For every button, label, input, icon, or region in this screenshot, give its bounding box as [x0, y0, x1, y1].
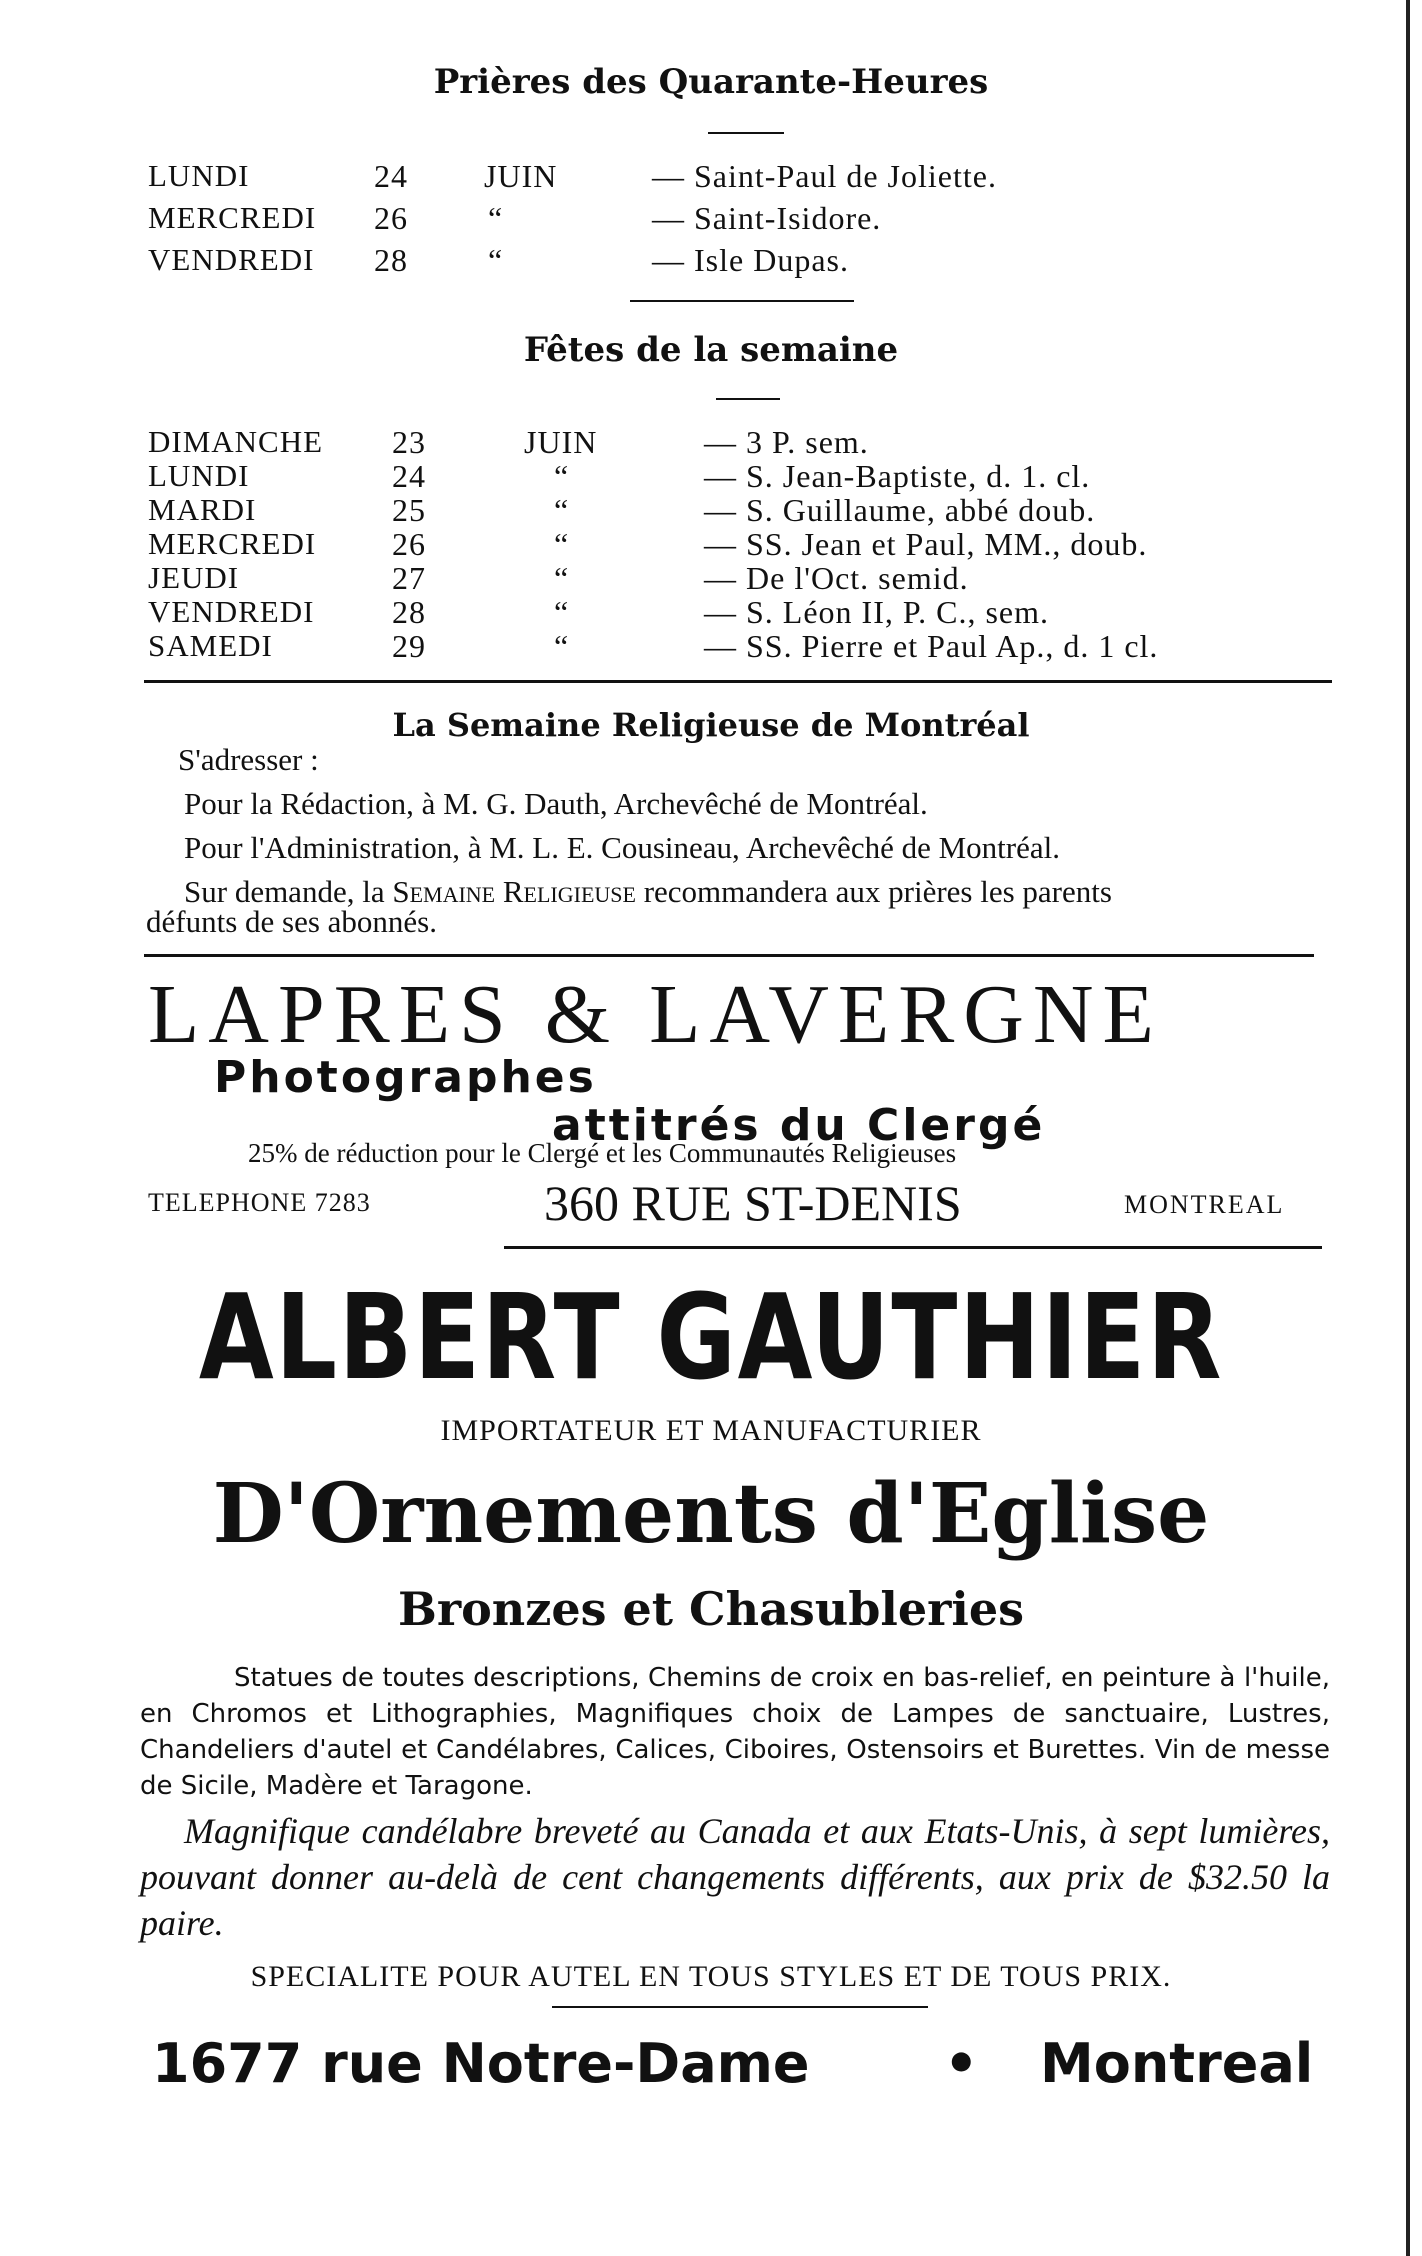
section-divider [144, 680, 1332, 683]
day: JEUDI [148, 560, 240, 595]
section-divider [504, 1246, 1322, 1249]
divider [708, 132, 784, 134]
day: VENDREDI [148, 594, 315, 629]
day: SAMEDI [148, 628, 273, 663]
gauthier-address-city: Montreal [1040, 2032, 1314, 2095]
month: “ [488, 242, 504, 278]
lapres-attitres: attitrés du Clergé [552, 1100, 1046, 1151]
lapres-telephone: TELEPHONE 7283 [148, 1188, 371, 1217]
date: 26 [374, 200, 408, 236]
lapres-street: 360 RUE ST-DENIS [544, 1175, 962, 1231]
day: MARDI [148, 492, 257, 527]
divider [630, 300, 854, 302]
month: “ [554, 526, 570, 562]
month: “ [554, 560, 570, 596]
month: JUIN [524, 424, 598, 460]
month: JUIN [484, 158, 558, 194]
day: DIMANCHE [148, 424, 324, 459]
divider [716, 398, 780, 400]
place: — Isle Dupas. [652, 242, 849, 278]
gauthier-candelabre: Magnifique candélabre breveté au Canada et aux Etats-Unis, à sept lumières, pouvant donner au-delà de cent changements différents, aux prix de $32.50 la paire. [140, 1811, 1330, 1943]
redaction-line: Pour la Rédaction, à M. G. Dauth, Archevêché de Montréal. [184, 786, 928, 821]
month: “ [554, 594, 570, 630]
quarante-heures-title: Prières des Quarante-Heures [433, 62, 989, 102]
lapres-photographes: Photographes [214, 1052, 597, 1103]
lapres-name: LAPRES & LAVERGNE [148, 968, 1163, 1061]
day: MERCREDI [148, 200, 317, 235]
gauthier-specialite: SPECIALITE POUR AUTEL EN TOUS STYLES ET DE TOUS PRIX. [250, 1960, 1172, 1993]
gauthier-name: ALBERT GAUTHIER [198, 1268, 1224, 1406]
day: MERCREDI [148, 526, 317, 561]
demand-text: Sur demande, la [184, 874, 385, 909]
publication-name: Semaine Religieuse [392, 874, 636, 909]
month: “ [554, 492, 570, 528]
gauthier-description: Statues de toutes descriptions, Chemins de croix en bas-relief, en peinture à l'huile, en Chromos et Lithographies, Magnifiques choix de Lampes de sanctuaire, Lustres, Chandeliers d'autel et Candélabres, Calices, Ciboires, Ostensoirs et Burettes. Vin de messe de Sicile, Madère et Taragone. [140, 1663, 1330, 1801]
semaine-religieuse-title: La Semaine Religieuse de Montréal [392, 706, 1030, 744]
gauthier-role: IMPORTATEUR ET MANUFACTURIER [440, 1414, 982, 1447]
month: “ [554, 458, 570, 494]
date: 29 [392, 628, 426, 664]
date: 27 [392, 560, 426, 596]
day: LUNDI [148, 158, 250, 193]
month: “ [554, 628, 570, 664]
date: 24 [374, 158, 408, 194]
gauthier-bronzes: Bronzes et Chasubleries [397, 1582, 1025, 1636]
divider [552, 2006, 928, 2008]
feast: — S. Jean-Baptiste, d. 1. cl. [704, 458, 1091, 494]
feast: — S. Léon II, P. C., sem. [704, 594, 1049, 630]
date: 25 [392, 492, 426, 528]
day: VENDREDI [148, 242, 315, 277]
address-intro: S'adresser : [178, 742, 319, 777]
administration-line: Pour l'Administration, à M. L. E. Cousineau, Archevêché de Montréal. [184, 830, 1060, 865]
date: 28 [392, 594, 426, 630]
place: — Saint-Paul de Joliette. [652, 158, 997, 194]
month: “ [488, 200, 504, 236]
date: 26 [392, 526, 426, 562]
lapres-city: MONTREAL [1124, 1190, 1285, 1219]
section-divider [144, 954, 1314, 957]
feast: — 3 P. sem. [704, 424, 869, 460]
address-separator: • [944, 2032, 979, 2095]
feast: — De l'Oct. semid. [704, 560, 969, 596]
date: 24 [392, 458, 426, 494]
date: 28 [374, 242, 408, 278]
lapres-discount: 25% de réduction pour le Clergé et les Communautés Religieuses [248, 1138, 957, 1168]
feast: — S. Guillaume, abbé doub. [704, 492, 1096, 528]
feast: — SS. Jean et Paul, MM., doub. [704, 526, 1148, 562]
feast: — SS. Pierre et Paul Ap., d. 1 cl. [704, 628, 1159, 664]
demand-line-2: défunts de ses abonnés. [146, 904, 437, 939]
day: LUNDI [148, 458, 250, 493]
place: — Saint-Isidore. [652, 200, 882, 236]
fetes-title: Fêtes de la semaine [523, 330, 899, 370]
gauthier-address-street: 1677 rue Notre-Dame [152, 2032, 810, 2095]
gauthier-ornements: D'Ornements d'Eglise [212, 1466, 1210, 1562]
date: 23 [392, 424, 426, 460]
demand-text: recommandera aux prières les parents [643, 874, 1112, 909]
